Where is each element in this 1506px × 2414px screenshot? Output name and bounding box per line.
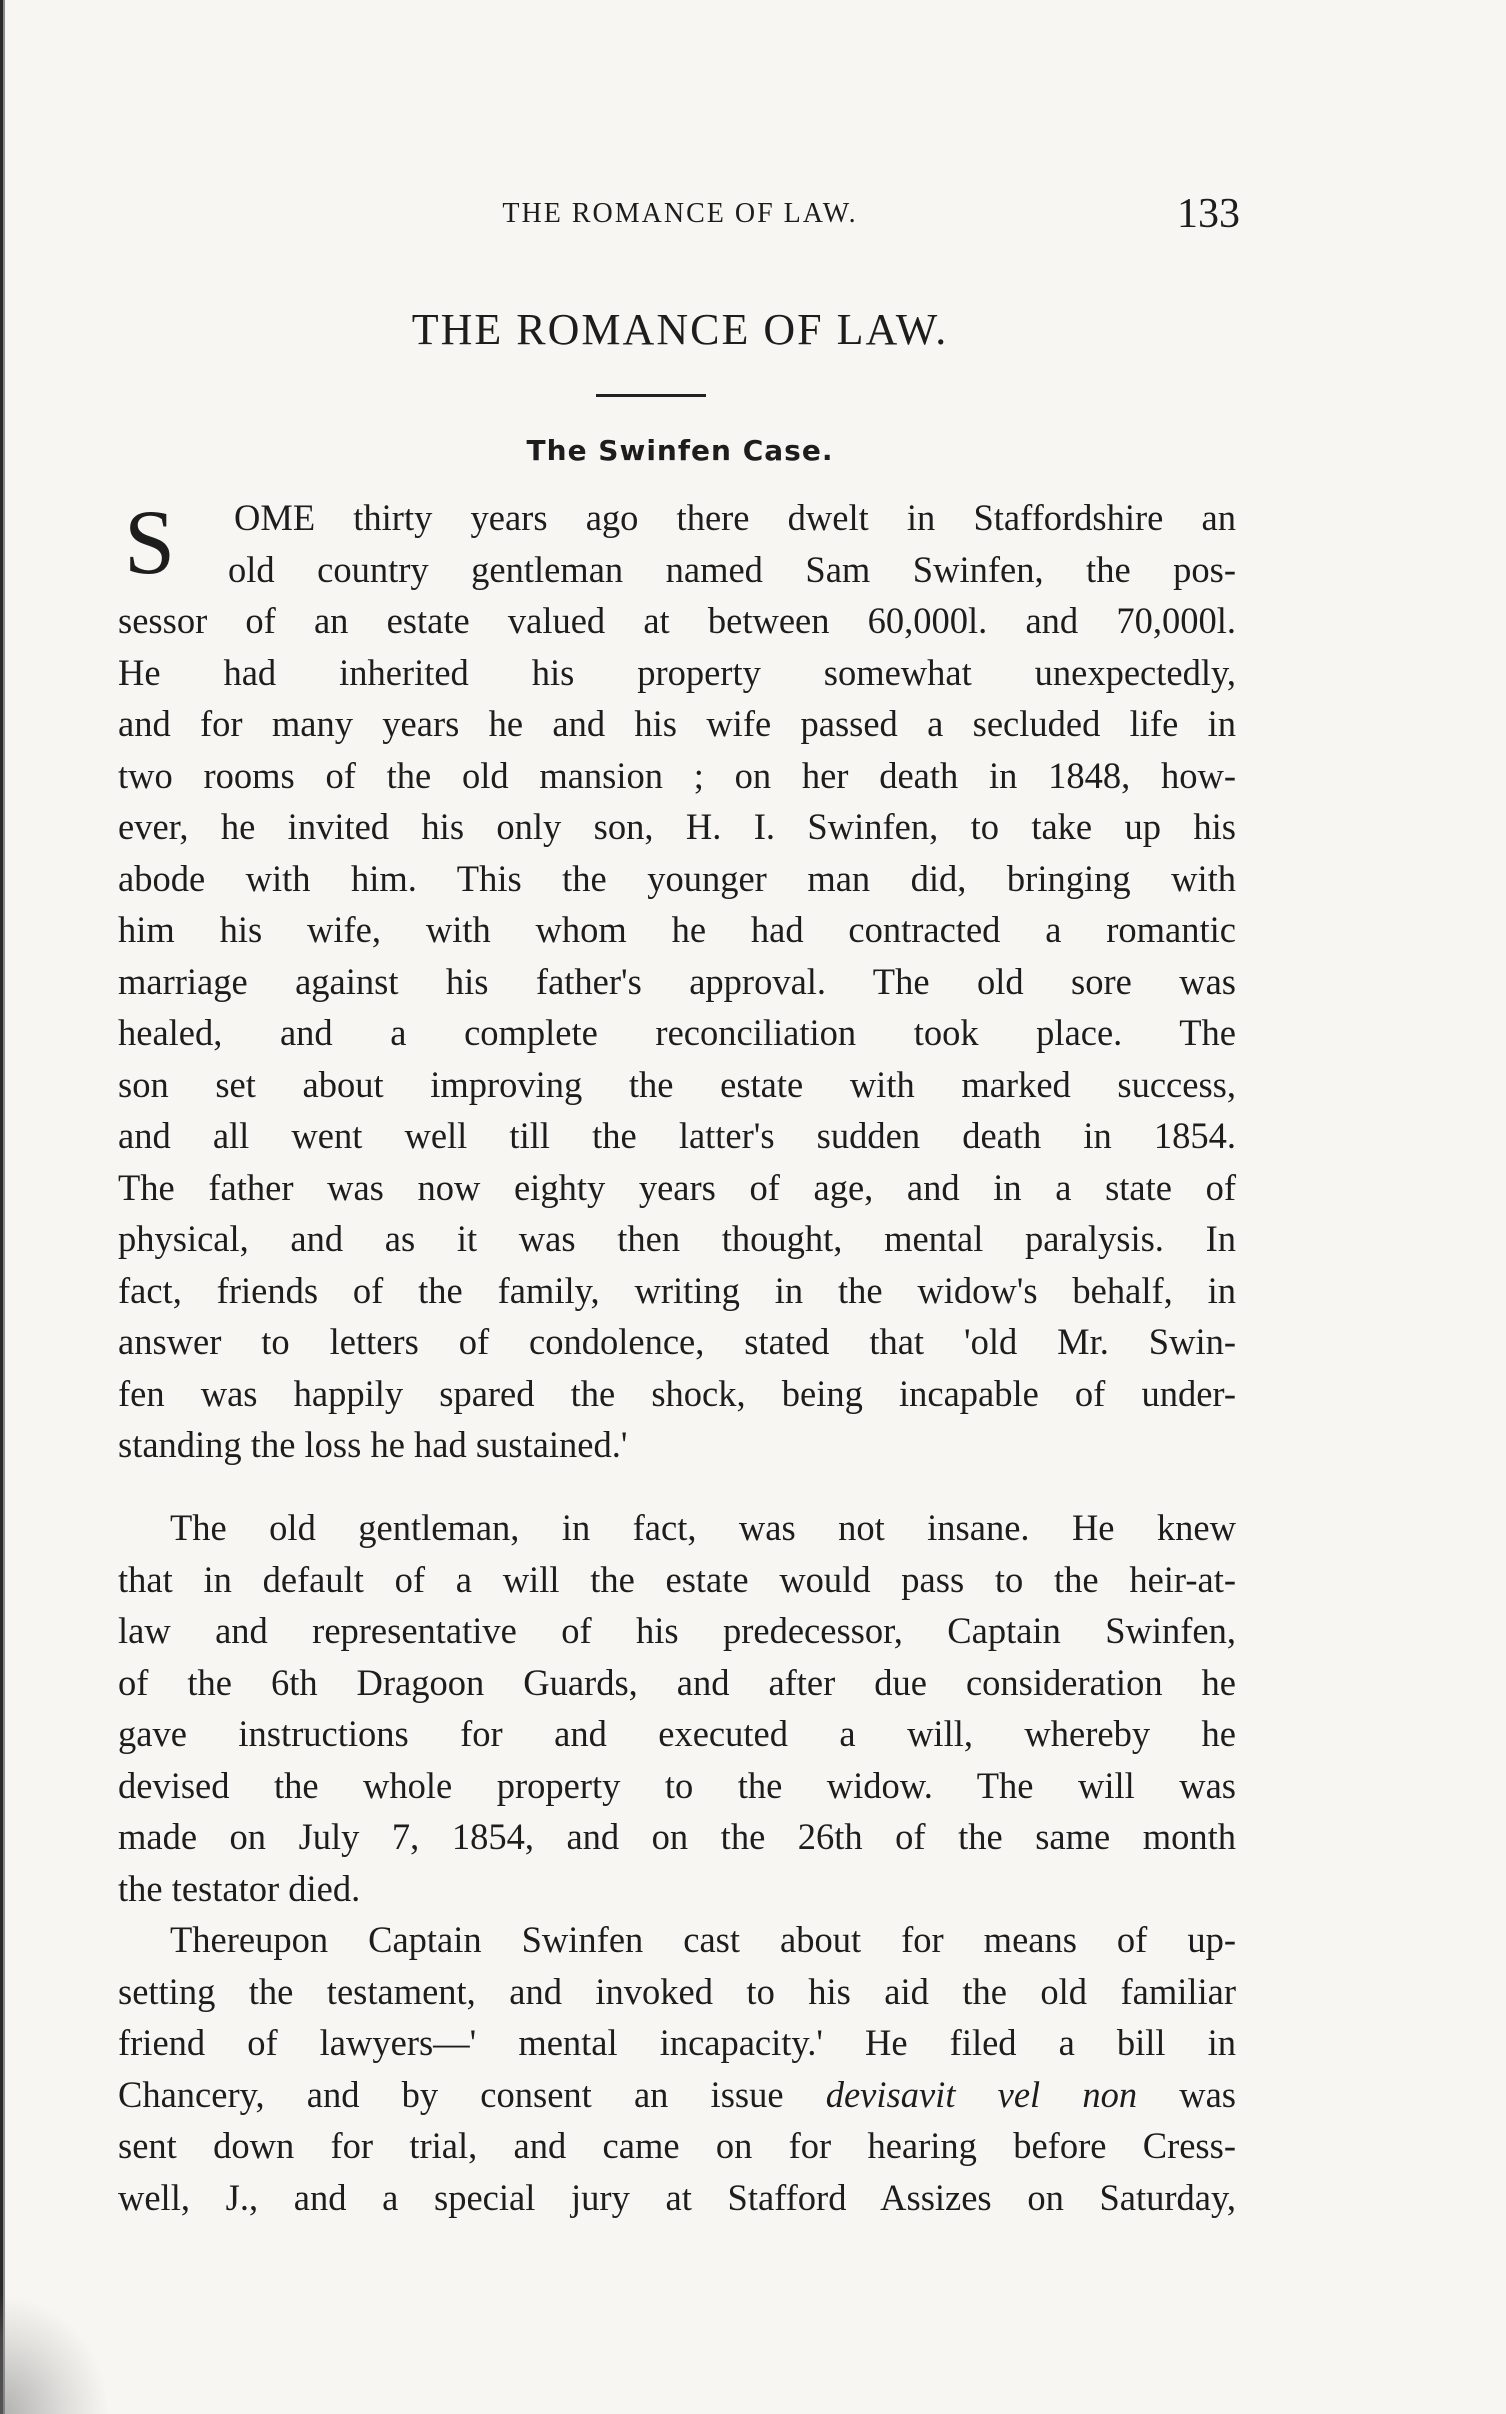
text-line: the testator died. — [118, 1867, 361, 1909]
italic-phrase: devisavit vel non — [825, 2073, 1138, 2115]
text-line: sessor of an estate valued at between 60,000l. and 70,000l. — [118, 600, 1236, 641]
text-line: The old gentleman, in fact, was not insane. He knew — [170, 1507, 1236, 1548]
text-line: marriage against his father's approval. The old sore was — [118, 960, 1236, 1002]
text-line: fen was happily spared the shock, being incapable of under- — [118, 1372, 1236, 1414]
text-line: fact, friends of the family, writing in the widow's behalf, in — [118, 1269, 1236, 1311]
text-line: answer to letters of condolence, stated that 'old Mr. Swin- — [118, 1321, 1236, 1362]
text-line: him his wife, with whom he had contracted a romantic — [118, 909, 1236, 950]
text-line: Thereupon Captain Swinfen cast about for means of up- — [170, 1919, 1236, 1960]
text-line: healed, and a complete reconciliation took place. The — [118, 1012, 1236, 1053]
text-line: abode with him. This the younger man did, bringing with — [118, 857, 1236, 899]
running-head — [120, 190, 1240, 240]
text-segment: Chancery, and by consent an issue — [118, 2073, 784, 2115]
text-line: physical, and as it was then thought, mental paralysis. In — [118, 1218, 1236, 1259]
text-line: well, J., and a special jury at Stafford Assizes on Saturday, — [118, 2176, 1236, 2218]
text-line: devised the whole property to the widow. The will was — [118, 1764, 1236, 1806]
page-number: 133 — [1177, 191, 1240, 237]
text-line: son set about improving the estate with marked success, — [118, 1063, 1236, 1105]
text-line: that in default of a will the estate would pass to the heir-at- — [118, 1558, 1236, 1600]
text-line: and all went well till the latter's sudden death in 1854. — [118, 1115, 1236, 1156]
paragraph-3 — [118, 1914, 1236, 2223]
text-line: friend of lawyers—' mental incapacity.' He filed a bill in — [118, 2022, 1236, 2063]
text-line — [118, 2069, 1236, 2121]
text-line: OME thirty years ago there dwelt in Staffordshire an — [234, 497, 1236, 538]
text-line: two rooms of the old mansion ; on her death in 1848, how- — [118, 754, 1236, 796]
text-line: gave instructions for and executed a will, whereby he — [118, 1713, 1236, 1754]
text-line: setting the testament, and invoked to his aid the old familiar — [118, 1970, 1236, 2012]
text-segment: was — [1179, 2073, 1237, 2115]
paragraph-1 — [118, 492, 1236, 1471]
text-line: law and representative of his predecessor, Captain Swinfen, — [118, 1610, 1236, 1651]
text-line: of the 6th Dragoon Guards, and after due consideration he — [118, 1661, 1236, 1703]
text-line: standing the loss he had sustained.' — [118, 1424, 628, 1465]
text-line: He had inherited his property somewhat unexpectedly, — [118, 651, 1236, 693]
chapter-title: THE ROMANCE OF LAW. — [411, 305, 949, 354]
text-line: old country gentleman named Sam Swinfen, the pos- — [228, 548, 1236, 590]
section-heading: The Swinfen Case. — [526, 434, 834, 467]
page-corner-smudge — [0, 2294, 110, 2414]
text-line: ever, he invited his only son, H. I. Swinfen, to take up his — [118, 806, 1236, 847]
text-line: and for many years he and his wife passed a secluded life in — [118, 703, 1236, 744]
text-line: made on July 7, 1854, and on the 26th of the same month — [118, 1816, 1236, 1857]
paragraph-2 — [118, 1502, 1236, 1914]
text-line: The father was now eighty years of age, and in a state of — [118, 1166, 1236, 1208]
drop-cap: S — [124, 491, 176, 593]
binding-edge — [0, 0, 10, 2414]
running-title: THE ROMANCE OF LAW. — [502, 198, 858, 229]
text-line: sent down for trial, and came on for hearing before Cress- — [118, 2125, 1236, 2166]
title-rule — [596, 394, 706, 397]
